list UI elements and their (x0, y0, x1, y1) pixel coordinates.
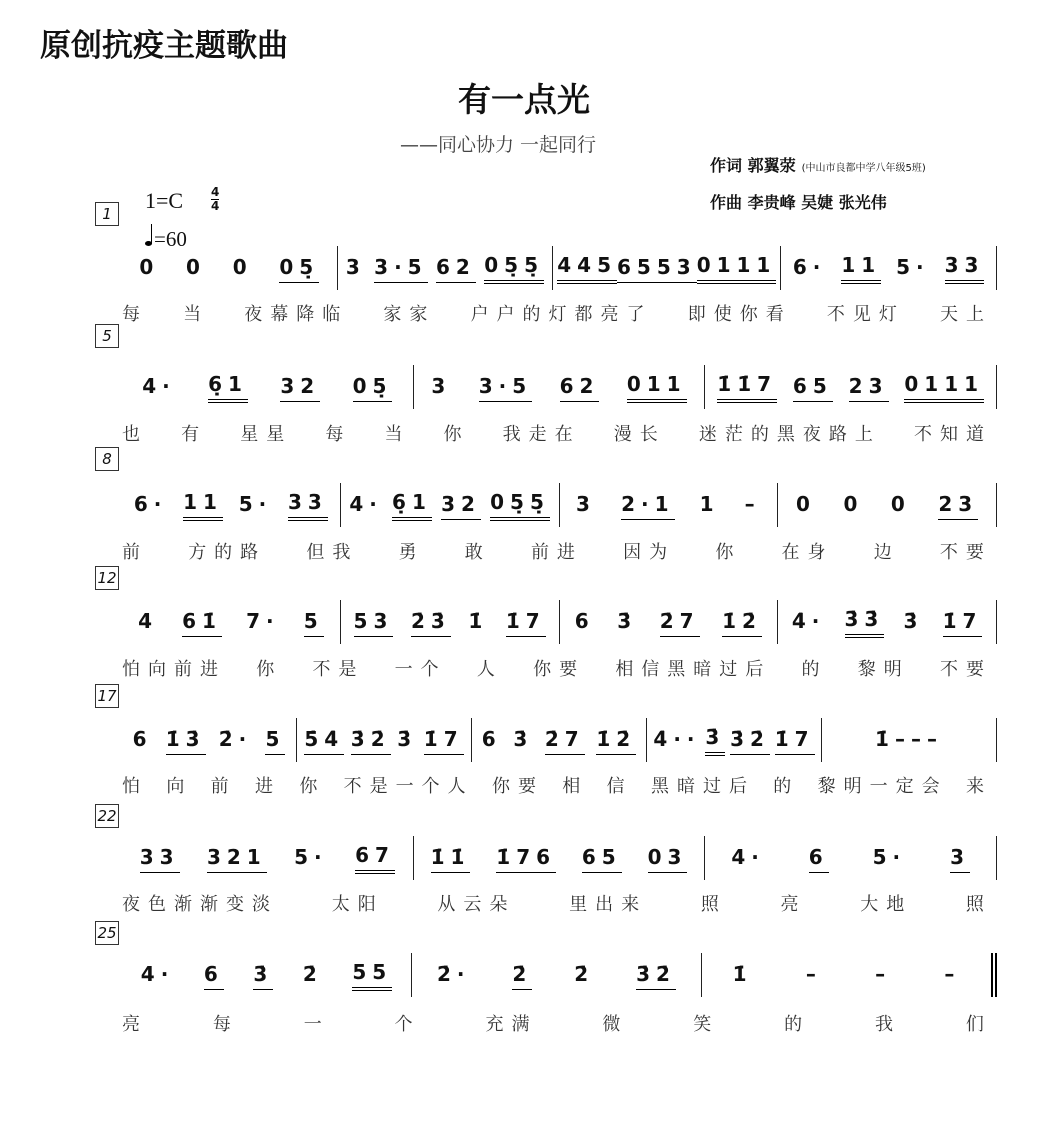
note-group: 1̇7 (775, 726, 815, 755)
lyric-word: 漫长 (613, 424, 666, 445)
note-group: 3 (950, 844, 970, 873)
lyric-word: 笑 (693, 1014, 720, 1035)
note-group: 62 (436, 254, 476, 283)
lyric-word: 黑暗过后 (650, 776, 755, 797)
note-group: 4· (731, 845, 765, 869)
note-group: 1̇3̇ (166, 726, 206, 755)
lyric-word: 即使你看 (687, 304, 792, 325)
lyricist: 作词 郭翼荥 (710, 156, 796, 175)
note-group: 3·5 (374, 254, 427, 283)
note-group: 3̇2̇ (730, 726, 770, 755)
note-group: 1̇ (468, 609, 489, 633)
note-group: 7· (246, 609, 280, 633)
note-group: 62 (560, 373, 600, 402)
note-group: 65 (793, 373, 833, 402)
lyric-word: 前 (122, 542, 148, 563)
note-group: 6 (481, 727, 502, 751)
lyric-word: 相 (562, 776, 589, 797)
lyric-word: 照 (965, 894, 992, 915)
measure (338, 246, 554, 290)
lyric-word: 边 (873, 542, 900, 563)
lyrics-row (122, 538, 992, 564)
note-group: 0 (843, 492, 864, 516)
lyric-word: 信 (606, 776, 633, 797)
note-group: 33 (140, 844, 180, 873)
note-group: 1̇ (732, 962, 753, 986)
measure (297, 718, 472, 762)
bar-number: 17 (95, 684, 119, 708)
lyrics-row (122, 655, 992, 681)
header-label: 原创抗疫主题歌曲 (40, 28, 288, 64)
note-group: 11 (841, 252, 881, 284)
lyric-word: 夜幕降临 (244, 304, 349, 325)
lyrics-row (122, 772, 992, 798)
note-group: 1̇2̇ (596, 726, 636, 755)
note-group: 1̇76 (496, 844, 556, 873)
note-group: 5· (238, 492, 273, 516)
note-group: 2̇7 (660, 608, 700, 637)
note-group: 6 (574, 609, 595, 633)
key-signature: 1=C (145, 188, 184, 213)
bar-number: 22 (95, 804, 119, 828)
note-group: 55 (352, 959, 392, 991)
composer-credit: 作曲 李贵峰 吴婕 张光伟 (710, 193, 887, 212)
lyric-word: 当 (384, 424, 411, 445)
note-group: 3̇2̇ (636, 961, 676, 990)
lyric-word: 大地 (860, 894, 913, 915)
note-group: 03 (648, 844, 688, 873)
note-group: 2̇ (512, 961, 532, 990)
notation-row (122, 836, 997, 880)
note-group: 1 (699, 492, 720, 516)
song-subtitle: ——同心协力 一起同行 (400, 134, 597, 156)
note-group: 1̇––– (875, 727, 943, 751)
note-group: 1̇2̇ (722, 608, 762, 637)
bar-number: 25 (95, 921, 119, 945)
lyric-word: 不要 (939, 659, 992, 680)
measure (778, 600, 997, 644)
lyric-word: 天上 (939, 304, 992, 325)
lyric-word: 每 (122, 304, 148, 325)
note-group: 4· (349, 492, 383, 516)
bar-number: 12 (95, 566, 119, 590)
measure (705, 365, 997, 409)
lyric-word: 但我 (306, 542, 359, 563)
measure (122, 953, 412, 997)
lyricist-note: (中山市良都中学八年级5班) (801, 163, 926, 174)
lyric-word: 亮 (780, 894, 807, 915)
note-group: 65 (617, 254, 657, 283)
note-group: 5 (304, 608, 324, 637)
note-group: 2̇ (574, 962, 595, 986)
bar-number: 1 (95, 202, 119, 226)
measure (122, 718, 297, 762)
note-group: 1̇7 (424, 726, 464, 755)
lyric-word: 我走在 (502, 424, 581, 445)
notation-row (122, 953, 997, 997)
lyrics-row (122, 420, 992, 446)
notation-row (122, 365, 997, 409)
lyric-word: 太阳 (331, 894, 384, 915)
song-title: 有一点光 (458, 80, 590, 119)
lyric-word: 方的路 (188, 542, 267, 563)
lyric-word: 们 (965, 1014, 992, 1035)
measure (778, 483, 997, 527)
note-group: 4̇·· (653, 727, 701, 751)
lyric-word: 你要 (533, 659, 586, 680)
note-group: 445 (557, 252, 617, 284)
lyric-word: 不见灯 (826, 304, 905, 325)
note-group: 2̇· (218, 727, 253, 751)
note-group: 05̣ (353, 373, 393, 402)
lyric-word: 你 (443, 424, 470, 445)
note-group: 6̣1 (208, 371, 248, 403)
note-group: 0111 (904, 371, 984, 403)
measure (341, 483, 560, 527)
measure (472, 718, 647, 762)
note-group: 2̇3̇ (411, 608, 451, 637)
lyric-word: 微 (602, 1014, 629, 1035)
lyric-word: 照 (700, 894, 727, 915)
lyrics-row (122, 300, 992, 326)
lyric-word: 从云朵 (437, 894, 516, 915)
note-group: 2̇ (302, 962, 323, 986)
lyric-word: 不是一个人 (343, 776, 474, 797)
note-group: 05̣5̣ (484, 252, 544, 284)
note-group: 0 (232, 255, 253, 279)
note-group: 3 (345, 255, 366, 279)
note-group: 05̣ (279, 254, 319, 283)
note-group: 4 (138, 609, 158, 633)
note-group: 6̣1 (392, 489, 432, 521)
lyric-word: 在身 (781, 542, 834, 563)
note-group: 4· (142, 374, 176, 398)
notation-row (122, 483, 997, 527)
lyric-word: 黎明一定会 (817, 776, 948, 797)
lyric-word: 一 (303, 1014, 330, 1035)
lyric-word: 也 (122, 424, 148, 445)
note-group: 6 (204, 961, 224, 990)
note-group: 3̇ (617, 609, 638, 633)
lyric-word: 前进 (530, 542, 583, 563)
note-group: 3·5 (479, 373, 532, 402)
measure (412, 953, 702, 997)
notation-row (122, 600, 997, 644)
note-group: 2̇· (436, 962, 471, 986)
lyric-word: 不知道 (913, 424, 992, 445)
note-group: 321 (207, 844, 267, 873)
measure (122, 483, 341, 527)
measure (414, 836, 706, 880)
lyric-word: 有 (181, 424, 208, 445)
note-group: 6· (792, 255, 827, 279)
note-group: 3̇ (397, 727, 418, 751)
note-group: 3 (431, 374, 452, 398)
note-group: 6 (132, 727, 153, 751)
lyric-word: 你 (299, 776, 326, 797)
tempo-value: =60 (154, 227, 187, 251)
note-group: 6· (133, 492, 168, 516)
lyricist-credit (710, 153, 926, 176)
measure (822, 718, 997, 762)
note-group: 011 (627, 371, 687, 403)
notation-row (122, 246, 997, 290)
lyric-word: 一个 (394, 659, 447, 680)
lyric-word: 勇 (398, 542, 425, 563)
note-group: – (875, 962, 892, 986)
note-group: 33 (288, 489, 328, 521)
time-signature (211, 186, 219, 213)
lyric-word: 前 (210, 776, 237, 797)
note-group: 0 (139, 255, 160, 279)
note-group: 0 (890, 492, 911, 516)
note-group: 3̇ (513, 727, 534, 751)
lyric-word: 向 (166, 776, 193, 797)
lyric-word: 来 (965, 776, 992, 797)
note-group: 6 (809, 844, 829, 873)
note-group: 3̇2̇ (351, 726, 391, 755)
note-group: 0111 (697, 252, 777, 284)
measure (122, 600, 341, 644)
lyric-word: 里出来 (569, 894, 648, 915)
lyric-word: 的 (773, 776, 800, 797)
note-group: 3̇3̇ (845, 606, 885, 638)
note-group: 0 (796, 492, 816, 516)
lyric-word: 每 (212, 1014, 239, 1035)
note-group: 32 (280, 373, 320, 402)
note-group: 67 (355, 842, 395, 874)
lyric-word: 不是 (312, 659, 365, 680)
lyric-word: 怕向前进 (122, 659, 226, 680)
measure (647, 718, 822, 762)
lyric-word: 夜色渐渐变淡 (122, 894, 278, 915)
note-group: 23 (849, 373, 889, 402)
note-group: 4· (140, 962, 175, 986)
lyric-word: 的 (784, 1014, 811, 1035)
measure (341, 600, 560, 644)
bar-number: 8 (95, 447, 119, 471)
lyric-word: 黎明 (857, 659, 910, 680)
note-group: 3̇ (903, 609, 924, 633)
lyric-word: 人 (476, 659, 503, 680)
measure (705, 836, 997, 880)
lyric-word: 你要 (491, 776, 544, 797)
measure (560, 600, 779, 644)
note-group: 5· (896, 255, 930, 279)
lyric-word: 我 (875, 1014, 901, 1035)
lyric-word: 相信黑暗过后 (615, 659, 772, 680)
lyric-word: 敢 (464, 542, 491, 563)
lyric-word: 迷茫的黑夜路上 (698, 424, 881, 445)
note-group: 53 (354, 608, 394, 637)
note-group: 11 (183, 489, 223, 521)
note-group: 65 (582, 844, 622, 873)
lyric-word: 怕 (122, 776, 148, 797)
lyric-word: 家家 (383, 304, 436, 325)
note-group: 53 (657, 254, 697, 283)
lyrics-row (122, 890, 992, 916)
note-group: 0 (186, 255, 206, 279)
lyric-word: 的 (801, 659, 828, 680)
measure (702, 953, 997, 997)
lyric-word: 因为 (623, 542, 676, 563)
lyrics-row (122, 1010, 992, 1036)
lyric-word: 户户的灯都亮了 (470, 304, 653, 325)
measure (122, 365, 414, 409)
note-group: 5· (872, 845, 907, 869)
note-group: – (944, 962, 961, 986)
measure (781, 246, 997, 290)
note-group: 5 (265, 726, 285, 755)
note-group: 1̇1̇7 (717, 371, 777, 403)
measure (122, 836, 414, 880)
lyric-word: 个 (394, 1014, 421, 1035)
note-group: 5· (294, 845, 328, 869)
lyric-word: 进 (254, 776, 281, 797)
note-group: 61̇ (182, 608, 222, 637)
note-group: 2̇7 (545, 726, 585, 755)
note-group: 05̣5̣ (490, 489, 550, 521)
note-group: 1̇1̇ (431, 844, 471, 873)
measure (122, 246, 338, 290)
note-group: 3 (576, 492, 596, 516)
note-group: 33 (945, 252, 985, 284)
lyric-word: 亮 (122, 1014, 148, 1035)
note-group: 32 (441, 491, 481, 520)
note-group: 5̇4̇ (304, 726, 344, 755)
note-group: 1̇7 (943, 608, 983, 637)
notation-row (122, 718, 997, 762)
note-group: 3̇ (253, 961, 273, 990)
lyric-word: 你 (256, 659, 283, 680)
measure (414, 365, 706, 409)
note-group: 4̇· (791, 609, 826, 633)
lyric-word: 当 (183, 304, 210, 325)
lyric-word: 星星 (240, 424, 293, 445)
note-group: 3̇ (705, 724, 725, 756)
lyric-word: 每 (325, 424, 352, 445)
note-group: – (805, 962, 822, 986)
note-group: – (744, 492, 761, 516)
measure (560, 483, 779, 527)
measure (553, 246, 781, 290)
lyric-word: 不要 (939, 542, 992, 563)
time-bottom: 4 (211, 199, 220, 213)
note-group: 23 (938, 491, 978, 520)
bar-number: 5 (95, 324, 119, 348)
note-group: 1̇7 (506, 608, 546, 637)
lyric-word: 充满 (485, 1014, 538, 1035)
note-group: 2·1 (621, 491, 674, 520)
time-top: 4 (211, 185, 220, 199)
lyric-word: 你 (715, 542, 742, 563)
